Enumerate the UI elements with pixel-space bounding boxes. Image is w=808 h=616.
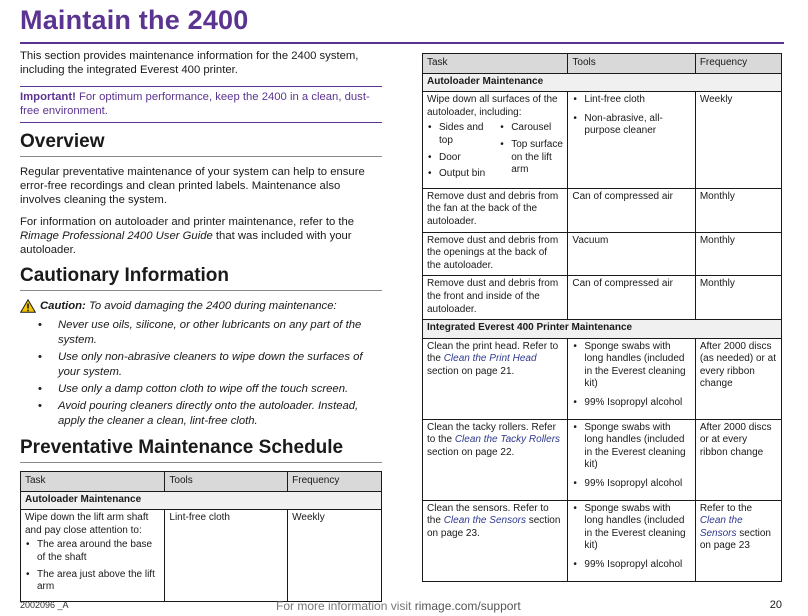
task-cell — [21, 510, 165, 602]
clean-tacky-rollers-link[interactable]: Clean the Tacky Rollers — [454, 434, 561, 446]
frequency-cell: Monthly — [695, 188, 781, 232]
tools-cell: Vacuum — [568, 232, 695, 276]
list-item: • Sides and top — [427, 122, 491, 147]
task-cell: Remove dust and debris from the openings at the back of the autoloader. — [423, 232, 568, 276]
autoloader-section-label: Autoloader Maintenance — [21, 491, 382, 510]
frequency-text: Refer to the — [699, 502, 753, 514]
list-item: • Sponge swabs with long handles (included in the Everest cleaning kit) — [572, 503, 690, 553]
list-item: • The area around the base of the shaft — [25, 539, 160, 564]
schedule-table-left — [20, 471, 382, 602]
list-item: • 99% Isopropyl alcohol — [572, 559, 690, 572]
list-item: • Non-abrasive, all-purpose cleaner — [572, 113, 690, 138]
list-item: • 99% Isopropyl alcohol — [572, 397, 690, 410]
overview-paragraph-1: Regular preventative maintenance of your system can help to ensure error-free recordings and clean printed labels. Maintenance also involves cleaning the system. — [20, 166, 365, 206]
printer-section-label: Integrated Everest 400 Printer Maintenance — [423, 320, 782, 339]
right-column — [422, 53, 782, 582]
document-number: 2002096 _A — [20, 600, 69, 610]
caution-item: • Never use oils, silicone, or other lubricants on any part of the system. — [36, 318, 382, 348]
task-cell: Remove dust and debris from the fan at the back of the autoloader. — [423, 188, 568, 232]
table-row — [21, 510, 382, 602]
table-header-row — [21, 472, 382, 492]
task-column-header: Task — [21, 472, 165, 492]
clean-print-head-link[interactable]: Clean the Print Head — [443, 353, 537, 365]
list-item: • Sponge swabs with long handles (included in the Everest cleaning kit) — [572, 341, 690, 391]
list-item: • 99% Isopropyl alcohol — [572, 478, 690, 491]
task-cell — [423, 419, 568, 500]
list-item: • The area just above the lift arm — [25, 569, 160, 594]
tools-cell: Lint-free cloth — [165, 510, 288, 602]
tools-cell: Can of compressed air — [568, 188, 695, 232]
warning-icon — [20, 299, 36, 313]
table-row — [423, 338, 782, 419]
task-text: Clean the print head. Refer to the — [427, 340, 559, 365]
task-text: Wipe down all surfaces of the autoloader, including: — [427, 94, 558, 118]
support-url-link[interactable]: rimage.com/support — [414, 599, 521, 613]
tools-column-header: Tools — [568, 54, 695, 74]
list-item: • Sponge swabs with long handles (included in the Everest cleaning kit) — [572, 422, 690, 472]
footer-support — [276, 599, 521, 613]
task-cell — [423, 92, 568, 189]
frequency-cell — [695, 500, 781, 581]
frequency-cell: Monthly — [695, 276, 781, 320]
task-column-header: Task — [423, 54, 568, 74]
table-row — [423, 500, 782, 581]
caution-line — [20, 299, 382, 313]
overview-divider — [20, 156, 382, 157]
task-text: Clean the tacky rollers. Refer to the — [427, 421, 556, 446]
caution-list — [20, 318, 382, 429]
footer-more-info: For more information visit — [276, 599, 415, 613]
cautionary-heading: Cautionary Information — [20, 265, 230, 286]
caution-label: Caution: — [40, 300, 86, 312]
overview-p2-end: that was included with your autoloader. — [20, 230, 352, 256]
task-cell — [423, 500, 568, 581]
schedule-table-right — [422, 53, 782, 582]
section-row — [21, 491, 382, 510]
overview-p2-text: For information on autoloader and printer maintenance, refer to the — [20, 216, 355, 228]
list-item: • Output bin — [427, 168, 491, 181]
section-row — [423, 320, 782, 339]
important-note — [20, 86, 382, 123]
task-cell — [423, 338, 568, 419]
task-cell: Remove dust and debris from the front and inside of the autoloader. — [423, 276, 568, 320]
schedule-divider — [20, 462, 382, 463]
important-label: Important! — [20, 91, 76, 103]
table-row — [423, 232, 782, 276]
frequency-column-header: Frequency — [695, 54, 781, 74]
table-row — [423, 188, 782, 232]
task-text-end: section on page 23. — [427, 515, 561, 539]
table-row — [423, 419, 782, 500]
user-guide-reference: Rimage Professional 2400 User Guide — [20, 230, 213, 242]
table-row — [423, 276, 782, 320]
list-item: • Carousel — [499, 122, 563, 135]
frequency-cell: Monthly — [695, 232, 781, 276]
frequency-cell: After 2000 discs (as needed) or at every ribbon change — [695, 338, 781, 419]
task-text-end: section on page 22. — [427, 446, 515, 458]
page-title: Maintain the 2400 — [20, 5, 249, 35]
autoloader-section-label: Autoloader Maintenance — [423, 73, 782, 92]
task-text: Clean the sensors. Refer to the — [427, 502, 549, 527]
list-item: • Lint-free cloth — [572, 94, 690, 107]
left-column — [20, 49, 382, 602]
task-text: Wipe down the lift arm shaft and pay close attention to: — [25, 512, 149, 536]
tools-cell — [568, 500, 695, 581]
page-number: 20 — [769, 599, 782, 611]
list-item: • Door — [427, 152, 491, 165]
table-header-row — [423, 54, 782, 74]
frequency-cell: Weekly — [288, 510, 382, 602]
title-divider — [20, 42, 784, 44]
intro-paragraph: This section provides maintenance information for the 2400 system, including the integrated Everest 400 printer. — [20, 50, 359, 76]
overview-heading: Overview — [20, 131, 105, 152]
overview-paragraph-2 — [20, 215, 382, 257]
tools-column-header: Tools — [165, 472, 288, 492]
frequency-cell: Weekly — [695, 92, 781, 189]
caution-item: • Avoid pouring cleaners directly onto the autoloader. Instead, apply the cleaner a clean, lint-free cloth. — [36, 399, 382, 429]
cautionary-divider — [20, 290, 382, 291]
schedule-heading: Preventative Maintenance Schedule — [20, 437, 344, 458]
clean-sensors-frequency-link[interactable]: Clean the Sensors — [699, 515, 743, 539]
task-text-end: section on page 21. — [427, 365, 515, 377]
list-item: • Top surface on the lift arm — [499, 139, 563, 177]
frequency-column-header: Frequency — [288, 472, 382, 492]
caution-item: • Use only non-abrasive cleaners to wipe down the surfaces of your system. — [36, 350, 382, 380]
tools-cell — [568, 338, 695, 419]
caution-item: • Use only a damp cotton cloth to wipe off the touch screen. — [36, 382, 382, 397]
frequency-text-end: section on page 23 — [699, 527, 771, 552]
clean-sensors-link[interactable]: Clean the Sensors — [443, 515, 526, 527]
tools-cell — [568, 419, 695, 500]
caution-text: To avoid damaging the 2400 during maintenance: — [88, 300, 337, 312]
tools-cell — [568, 92, 695, 189]
table-row — [423, 92, 782, 189]
tools-cell: Can of compressed air — [568, 276, 695, 320]
section-row — [423, 73, 782, 92]
frequency-cell: After 2000 discs or at every ribbon change — [695, 419, 781, 500]
surface-lists — [427, 122, 563, 184]
important-text: For optimum performance, keep the 2400 in a clean, dust-free environment. — [20, 91, 370, 117]
